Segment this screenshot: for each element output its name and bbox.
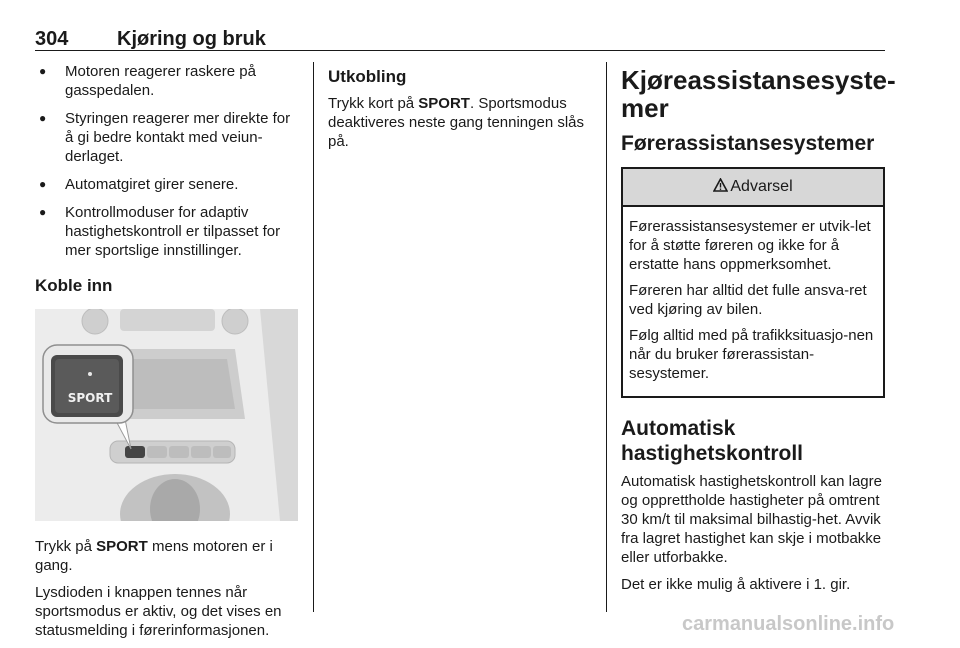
column-3 (621, 62, 896, 602)
warning-paragraph: Følg alltid med på trafikksituasjo-nen når du bruker førerassistan-sesystemer. (629, 327, 874, 382)
bullet-item: ● Motoren reagerer raskere på gasspedalen. (35, 62, 300, 100)
bullet-item: ● Kontrollmoduser for adaptiv hastighetskontroll er tilpasset for mer sportslige innstillinger. (35, 203, 300, 260)
section-heading-forerassistanse: Førerassistansesystemer (621, 132, 875, 155)
console-illustration (35, 309, 298, 521)
section-heading-automatisk: Automatisk hastighetskontroll (621, 417, 804, 465)
instruction-koble-inn: Trykk på SPORT mens motoren er i gang. (35, 538, 273, 574)
warning-paragraph: Føreren har alltid det fulle ansva-ret ved kjøring av bilen. (629, 282, 867, 318)
column-1 (35, 62, 300, 648)
chapter-title: Kjøring og bruk (117, 28, 266, 50)
sport-button-figure (35, 309, 298, 521)
warning-header (623, 169, 883, 207)
column-2 (328, 62, 593, 159)
bullet-item: ● Styringen reagerer mer direkte for å gi bedre kontakt med veiun-derlaget. (35, 109, 300, 166)
section-heading-koble-inn: Koble inn (35, 276, 113, 295)
watermark: carmanualsonline.info (682, 613, 895, 635)
warning-paragraph: Førerassistansesystemer er utvik-let for å støtte føreren og ikke for å erstatte hans oppmerksomhet. (629, 218, 871, 273)
header-rule (35, 50, 885, 51)
warning-title: Advarsel (730, 178, 793, 195)
warning-triangle-icon (713, 178, 728, 192)
chapter-heading: Kjøreassistansesyste-mer (621, 65, 896, 123)
cruise-control-note: Det er ikke mulig å aktivere i 1. gir. (621, 576, 851, 593)
sport-keyword: SPORT (96, 538, 148, 555)
instruction-utkobling: Trykk kort på SPORT. Sportsmodus deaktiveres neste gang tenningen slås på. (328, 95, 585, 150)
feature-bullet-list (35, 62, 300, 260)
column-divider-2 (606, 62, 607, 612)
warning-box (621, 167, 885, 398)
page-number: 304 (35, 28, 69, 50)
page-header (35, 22, 885, 52)
section-heading-utkobling: Utkobling (328, 67, 407, 86)
sport-button-label: SPORT (67, 391, 113, 405)
sport-keyword: SPORT (418, 95, 470, 112)
bullet-item: ● Automatgiret girer senere. (35, 175, 300, 194)
led-description: Lysdioden i knappen tennes når sportsmodus er aktiv, og det vises en statusmelding i førerinformasjonen. (35, 584, 282, 639)
column-divider-1 (313, 62, 314, 612)
warning-body (623, 207, 883, 396)
cruise-control-description: Automatisk hastighetskontroll kan lagre og opprettholde hastigheter på omtrent 30 km/t til maksimal bilhastig-het. Avvik fra lagret hastighet kan skje i motbakke eller utforbakke. (621, 473, 882, 566)
